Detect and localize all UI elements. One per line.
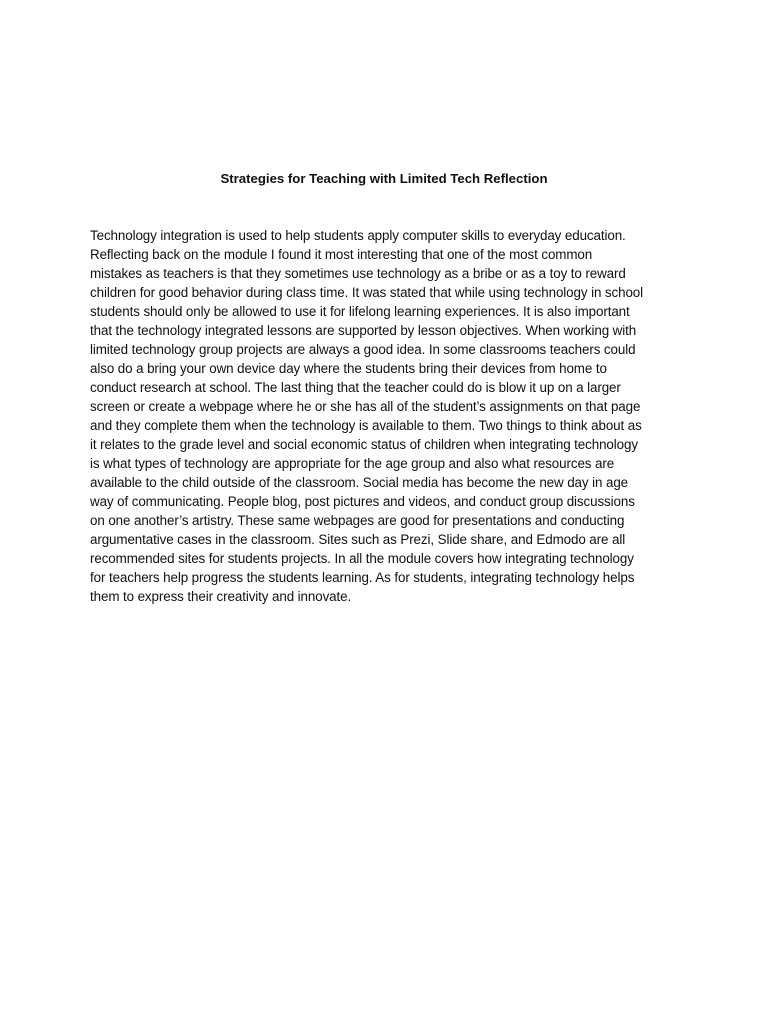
paragraph-line: students should only be allowed to use it for lifelong learning experiences. It is also important <box>90 304 630 319</box>
paragraph-line: also do a bring your own device day where the students bring their devices from home to <box>90 361 607 376</box>
paragraph-line: way of communicating. People blog, post pictures and videos, and conduct group discussions <box>90 494 635 509</box>
document-title: Strategies for Teaching with Limited Tech Reflection <box>220 171 548 186</box>
paragraph-line: screen or create a webpage where he or she has all of the student’s assignments on that page <box>90 399 641 414</box>
paragraph-line: it relates to the grade level and social economic status of children when integrating technology <box>90 437 638 452</box>
paragraph-line: Reflecting back on the module I found it most interesting that one of the most common <box>90 247 593 262</box>
paragraph-line: conduct research at school. The last thing that the teacher could do is blow it up on a larger <box>90 380 621 395</box>
paragraph-line: and they complete them when the technology is available to them. Two things to think about as <box>90 418 642 433</box>
paragraph-line: limited technology group projects are always a good idea. In some classrooms teachers could <box>90 342 636 357</box>
paragraph-line: recommended sites for students projects. In all the module covers how integrating technology <box>90 551 634 566</box>
paragraph-line: mistakes as teachers is that they sometimes use technology as a bribe or as a toy to reward <box>90 266 626 281</box>
body-paragraph <box>90 226 690 606</box>
paragraph-line: children for good behavior during class time. It was stated that while using technology in school <box>90 285 644 300</box>
paragraph-line: for teachers help progress the students learning. As for students, integrating technology helps <box>90 570 635 585</box>
paragraph-line: that the technology integrated lessons are supported by lesson objectives. When working with <box>90 323 637 338</box>
paragraph-line: argumentative cases in the classroom. Sites such as Prezi, Slide share, and Edmodo are all <box>90 532 626 547</box>
paragraph-line: on one another’s artistry. These same webpages are good for presentations and conducting <box>90 513 625 528</box>
paragraph-line: available to the child outside of the classroom. Social media has become the new day in age <box>90 475 629 490</box>
paragraph-line: is what types of technology are appropriate for the age group and also what resources are <box>90 456 615 471</box>
paragraph-line: them to express their creativity and innovate. <box>90 589 352 604</box>
paragraph-line: Technology integration is used to help students apply computer skills to everyday education. <box>90 228 626 243</box>
